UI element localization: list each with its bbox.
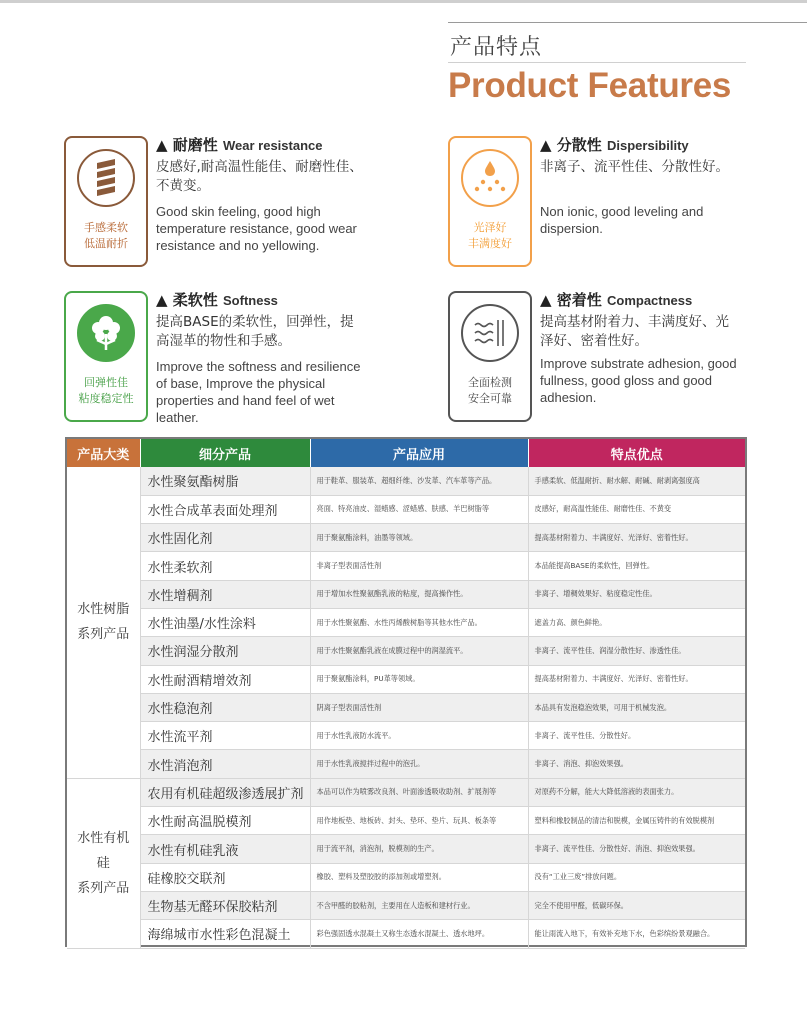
heading-en: Wear resistance (223, 138, 323, 153)
product-name-cell: 水性聚氨酯树脂 (140, 467, 310, 495)
table-row (67, 891, 745, 919)
waves-lines-icon (461, 304, 519, 362)
icon-label-line: 安全可靠 (468, 392, 512, 405)
advantage-cell: 对原药不分解，能大大降低溶液的表面张力。 (528, 778, 745, 806)
product-name-cell: 水性油墨/水性涂料 (140, 608, 310, 636)
advantage-cell: 提高基材附着力、丰满度好、光泽好、密着性好。 (528, 524, 745, 552)
advantage-cell: 手感柔软、低温耐折、耐水解、耐碱、耐剥离强度高 (528, 467, 745, 495)
top-divider (0, 0, 807, 3)
application-cell: 用于增加水性聚氨酯乳液的粘度，提高操作性。 (310, 580, 528, 608)
table-row (67, 637, 745, 665)
feature-icon-label (450, 220, 530, 252)
product-name-cell: 水性润湿分散剂 (140, 637, 310, 665)
table-row (67, 524, 745, 552)
heading-zh: ▲ 耐磨性 (156, 136, 218, 154)
table-row (67, 495, 745, 523)
application-cell: 用于流平剂，消泡剂，脱模剂的生产。 (310, 835, 528, 863)
product-name-cell: 水性稳泡剂 (140, 693, 310, 721)
product-name-cell: 水性耐高温脱模剂 (140, 807, 310, 835)
advantage-cell: 完全不使用甲醛，低碳环保。 (528, 891, 745, 919)
advantage-cell: 非离子、增稠效果好、粘度稳定性佳。 (528, 580, 745, 608)
table-header-row (67, 439, 745, 467)
advantage-cell: 能让雨流入地下，有效补充地下水，色彩缤纷景观融合。 (528, 920, 745, 948)
feature-heading (156, 134, 323, 155)
icon-label-line: 手感柔软 (84, 221, 128, 234)
product-name-cell: 水性增稠剂 (140, 580, 310, 608)
application-cell: 阴离子型表面活性剂 (310, 693, 528, 721)
twist-icon (77, 149, 135, 207)
feature-icon-label (66, 375, 146, 407)
feature-icon-label (450, 375, 530, 407)
product-name-cell: 水性柔软剂 (140, 552, 310, 580)
table-row (67, 920, 745, 948)
application-cell: 本品可以作为喷雾改良剂、叶面渗透吸收助剂、扩展剂等 (310, 778, 528, 806)
feature-desc-en: Improve the softness and resilience of base, Improve the physical properties and hand feel of wet leather. (156, 359, 361, 425)
icon-label-line: 低温耐折 (84, 237, 128, 250)
heading-en: Dispersibility (607, 138, 689, 153)
application-cell: 非离子型表面活性剂 (310, 552, 528, 580)
feature-desc-zh: 非离子、流平性佳、分散性好。 (540, 159, 729, 175)
product-name-cell: 海绵城市水性彩色混凝土 (140, 920, 310, 948)
product-name-cell: 水性耐酒精增效剂 (140, 665, 310, 693)
product-name-cell: 生物基无醛环保胶粘剂 (140, 891, 310, 919)
header-application: 产品应用 (310, 439, 528, 467)
application-cell: 用于水性乳液搅拌过程中的泡孔。 (310, 750, 528, 778)
table-row (67, 467, 745, 495)
application-cell: 用作地板垫、地板砖、封头、垫环、垫片、玩具、板条等 (310, 807, 528, 835)
advantage-cell: 非离子、流平性佳、分散性好、消泡、抑泡效果强。 (528, 835, 745, 863)
table-row (67, 693, 745, 721)
application-cell: 用于鞋革、服装革、超细纤维、沙发革、汽车革等产品。 (310, 467, 528, 495)
group-name-line: 系列产品 (77, 880, 130, 896)
advantage-cell: 遮盖力高、颜色鲜艳。 (528, 608, 745, 636)
application-cell: 橡胶、塑料及塑胶胶的添加剂或增塑剂。 (310, 863, 528, 891)
feature-icon-box (448, 136, 532, 267)
table-row (67, 608, 745, 636)
header-category: 产品大类 (67, 439, 140, 467)
title-rule (448, 22, 807, 23)
table-row (67, 750, 745, 778)
table-row (67, 778, 745, 806)
title-en: Product Features (448, 66, 732, 105)
heading-en: Softness (223, 293, 278, 308)
application-cell: 用于聚氨酯涂料，油墨等领域。 (310, 524, 528, 552)
group-name-line: 水性有机硅 (77, 830, 130, 871)
feature-icon-box (64, 291, 148, 422)
icon-label-line: 粘度稳定性 (78, 392, 134, 405)
cotton-icon (77, 304, 135, 362)
group-name-line: 水性树脂 (77, 602, 130, 618)
feature-desc-zh: 提高基材附着力、丰满度好、光泽好、密着性好。 (540, 314, 729, 349)
feature-heading (156, 289, 278, 310)
table-row (67, 722, 745, 750)
feature-desc-zh: 提高BASE的柔软性，回弹性，提高湿革的物性和手感。 (156, 314, 354, 349)
table-row (67, 665, 745, 693)
advantage-cell: 塑料和橡胶制品的清洁和脱模，金属压铸件的有效脱模剂 (528, 807, 745, 835)
advantage-cell: 本品具有发泡稳泡效果，可用于机械发泡。 (528, 693, 745, 721)
advantage-cell: 皮感好，耐高温性能佳、耐磨性佳、不黄变 (528, 495, 745, 523)
advantage-cell: 非离子、消泡、抑泡效果强。 (528, 750, 745, 778)
title-zh: 产品特点 (450, 35, 543, 60)
application-cell: 用于水性乳液防水流平。 (310, 722, 528, 750)
feature-icon-box (448, 291, 532, 422)
product-name-cell: 农用有机硅超级渗透展扩剂 (140, 778, 310, 806)
icon-label-line: 全面检测 (468, 376, 512, 389)
table-row (67, 863, 745, 891)
product-name-cell: 水性消泡剂 (140, 750, 310, 778)
application-cell: 不含甲醛的胶粘剂，主要用在人造板和建材行业。 (310, 891, 528, 919)
heading-zh: ▲ 密着性 (540, 291, 602, 309)
heading-zh: ▲ 柔软性 (156, 291, 218, 309)
application-cell: 彩色强固透水混凝土又称生态透水混凝土、透水地坪。 (310, 920, 528, 948)
product-name-cell: 水性流平剂 (140, 722, 310, 750)
advantage-cell: 本品能提高BASE的柔软性，回弹性。 (528, 552, 745, 580)
icon-label-line: 回弹性佳 (84, 376, 128, 389)
product-name-cell: 水性合成革表面处理剂 (140, 495, 310, 523)
application-cell: 用于水性聚氨酯乳液在成膜过程中的润湿流平。 (310, 637, 528, 665)
application-cell: 亮面、特亮油皮、湿蜡感、涩蜡感、肤感、羊巴树脂等 (310, 495, 528, 523)
table-row (67, 807, 745, 835)
product-name-cell: 水性有机硅乳液 (140, 835, 310, 863)
title-rule-secondary (448, 62, 746, 63)
heading-en: Compactness (607, 293, 693, 308)
icon-label-line: 光泽好 (473, 221, 507, 234)
feature-icon-label (66, 220, 146, 252)
advantage-cell: 非离子、流平性佳、分散性好。 (528, 722, 745, 750)
table-row (67, 835, 745, 863)
advantage-cell: 没有“工业三废”排放问题。 (528, 863, 745, 891)
advantage-cell: 提高基材附着力、丰满度好、光泽好、密着性好。 (528, 665, 745, 693)
feature-heading (540, 289, 692, 310)
product-name-cell: 水性固化剂 (140, 524, 310, 552)
application-cell: 用于水性聚氨酯、水性丙烯酸树脂等其他水性产品。 (310, 608, 528, 636)
header-advantages: 特点优点 (528, 439, 745, 467)
droplet-dots-icon (461, 149, 519, 207)
advantage-cell: 非离子、流平性佳、润湿分散性好、渗透性佳。 (528, 637, 745, 665)
application-cell: 用于聚氨酯涂料，PU革等领域。 (310, 665, 528, 693)
feature-desc-zh: 皮感好,耐高温性能佳、耐磨性佳、不黄变。 (156, 159, 363, 194)
icon-label-line: 丰满度好 (468, 237, 512, 250)
table-row (67, 580, 745, 608)
group-cell (67, 467, 140, 778)
heading-zh: ▲ 分散性 (540, 136, 602, 154)
feature-desc-en: Non ionic, good leveling and dispersion. (540, 204, 704, 236)
feature-desc-en: Improve substrate adhesion, good fullness, good gloss and good adhesion. (540, 356, 737, 405)
product-table (65, 437, 747, 947)
group-cell (67, 778, 140, 948)
product-name-cell: 硅橡胶交联剂 (140, 863, 310, 891)
feature-desc-en: Good skin feeling, good high temperature resistance, good wear resistance and no yellowing. (156, 204, 357, 253)
feature-icon-box (64, 136, 148, 267)
group-name-line: 系列产品 (77, 627, 130, 643)
header-product: 细分产品 (140, 439, 310, 467)
table-row (67, 552, 745, 580)
feature-heading (540, 134, 689, 155)
